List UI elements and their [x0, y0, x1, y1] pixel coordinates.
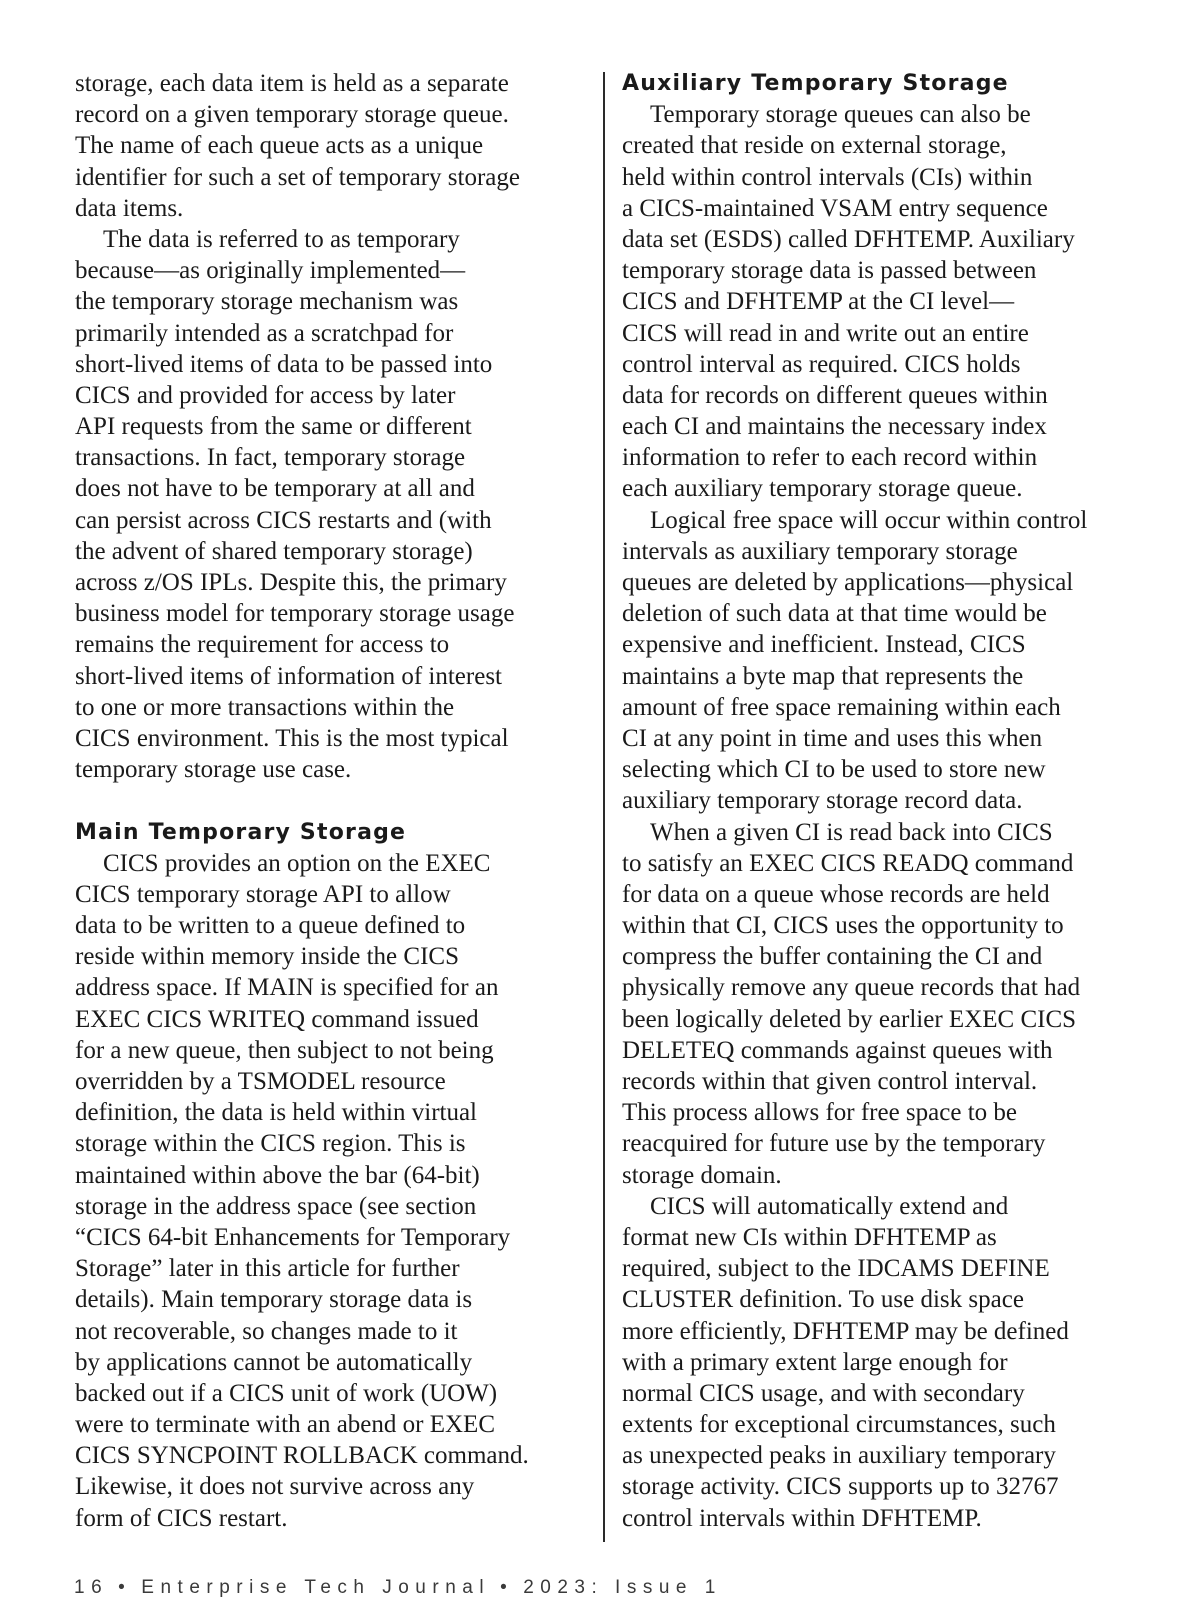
text-line: format new CIs within DFHTEMP as [622, 1223, 997, 1251]
text-line: remains the requirement for access to [75, 631, 450, 659]
text-line: storage in the address space (see section [75, 1192, 477, 1220]
text-line: CICS provides an option on the EXEC [103, 849, 491, 877]
text-line: CLUSTER definition. To use disk space [622, 1286, 1024, 1314]
left-paragraph-1 [75, 68, 581, 224]
left-paragraph-2 [75, 224, 581, 785]
text-line: CICS and provided for access by later [75, 381, 456, 409]
text-line: to one or more transactions within the [75, 693, 455, 721]
text-line: for a new queue, then subject to not being [75, 1036, 494, 1064]
text-line: normal CICS usage, and with secondary [622, 1379, 1025, 1407]
text-line: to satisfy an EXEC CICS READQ command [622, 849, 1074, 877]
text-line: short-lived items of data to be passed into [75, 350, 493, 378]
text-line: does not have to be temporary at all and [75, 475, 475, 503]
column-divider [603, 72, 605, 1542]
text-line: definition, the data is held within virtual [75, 1099, 478, 1127]
text-line: When a given CI is read back into CICS [650, 818, 1053, 846]
text-line: each auxiliary temporary storage queue. [622, 475, 1023, 503]
text-line: CICS temporary storage API to allow [75, 880, 451, 908]
text-line: storage activity. CICS supports up to 32767 [622, 1473, 1059, 1501]
text-line: maintains a byte map that represents the [622, 662, 1024, 690]
footer-bullet: • [500, 1577, 514, 1598]
right-column [622, 68, 1128, 1534]
text-line: control interval as required. CICS holds [622, 350, 1021, 378]
text-line: more efficiently, DFHTEMP may be defined [622, 1317, 1069, 1345]
text-line: auxiliary temporary storage record data. [622, 787, 1023, 815]
text-line: the temporary storage mechanism was [75, 288, 459, 316]
text-line: CICS will read in and write out an entire [622, 319, 1029, 347]
text-line: selecting which CI to be used to store new [622, 756, 1046, 784]
text-line: This process allows for free space to be [622, 1099, 1017, 1127]
text-line: storage within the CICS region. This is [75, 1130, 466, 1158]
text-line: The data is referred to as temporary [103, 225, 460, 253]
text-line: intervals as auxiliary temporary storage [622, 537, 1018, 565]
text-line: “CICS 64-bit Enhancements for Temporary [75, 1223, 511, 1251]
text-line: required, subject to the IDCAMS DEFINE [622, 1255, 1050, 1283]
text-line: Temporary storage queues can also be [650, 101, 1031, 129]
right-paragraph-1 [622, 99, 1128, 504]
text-line: data items. [75, 194, 184, 222]
text-line: can persist across CICS restarts and (with [75, 506, 492, 534]
text-line: Storage” later in this article for further [75, 1255, 460, 1283]
text-line: were to terminate with an abend or EXEC [75, 1411, 495, 1439]
issue-label: 2023: Issue 1 [523, 1577, 722, 1598]
text-line: records within that given control interval. [622, 1068, 1038, 1095]
page-number: 16 [74, 1577, 109, 1598]
text-line: control intervals within DFHTEMP. [622, 1504, 982, 1532]
text-line: API requests from the same or different [75, 413, 472, 441]
auxiliary-temporary-storage-heading: Auxiliary Temporary Storage [622, 71, 1009, 96]
text-line: Likewise, it does not survive across any [75, 1473, 475, 1501]
text-line: EXEC CICS WRITEQ command issued [75, 1005, 479, 1033]
right-paragraph-4 [622, 1191, 1128, 1534]
text-line: maintained within above the bar (64-bit) [75, 1161, 480, 1189]
text-line: DELETEQ commands against queues with [622, 1036, 1053, 1064]
text-line: with a primary extent large enough for [622, 1348, 1008, 1376]
text-line: form of CICS restart. [75, 1504, 288, 1532]
text-line: held within control intervals (CIs) within [622, 163, 1033, 191]
text-line: backed out if a CICS unit of work (UOW) [75, 1379, 498, 1407]
text-line: deletion of such data at that time would be [622, 600, 1047, 628]
text-line: address space. If MAIN is specified for an [75, 974, 499, 1002]
text-line: amount of free space remaining within each [622, 693, 1061, 721]
text-line: the advent of shared temporary storage) [75, 537, 473, 565]
text-line: across z/OS IPLs. Despite this, the primary [75, 569, 507, 596]
text-line: reacquired for future use by the temporary [622, 1130, 1046, 1158]
page-footer [74, 1577, 722, 1599]
text-line: temporary storage data is passed between [622, 257, 1037, 285]
right-paragraph-3 [622, 817, 1128, 1191]
main-temporary-storage-heading: Main Temporary Storage [75, 819, 407, 845]
text-line: reside within memory inside the CICS [75, 943, 459, 971]
text-line: CICS SYNCPOINT ROLLBACK command. [75, 1442, 529, 1470]
text-line: a CICS-maintained VSAM entry sequence [622, 194, 1048, 222]
text-line: transactions. In fact, temporary storage [75, 444, 466, 472]
text-line: within that CI, CICS uses the opportunity to [622, 912, 1064, 940]
text-line: The name of each queue acts as a unique [75, 132, 484, 160]
text-line: for data on a queue whose records are held [622, 880, 1050, 908]
text-line: overridden by a TSMODEL resource [75, 1068, 446, 1095]
text-line: been logically deleted by earlier EXEC CICS [622, 1005, 1077, 1033]
text-line: CICS will automatically extend and [650, 1192, 1009, 1220]
footer-bullet: • [118, 1577, 132, 1598]
text-line: as unexpected peaks in auxiliary temporary [622, 1442, 1056, 1470]
text-line: CICS and DFHTEMP at the CI level— [622, 288, 1015, 316]
text-line: created that reside on external storage, [622, 132, 1007, 160]
text-line: information to refer to each record within [622, 444, 1038, 472]
text-line: data set (ESDS) called DFHTEMP. Auxiliary [622, 225, 1075, 253]
paragraph-gap [75, 785, 581, 816]
text-line: Logical free space will occur within control [650, 506, 1088, 534]
text-line: not recoverable, so changes made to it [75, 1317, 458, 1345]
text-line: compress the buffer containing the CI and [622, 943, 1043, 971]
text-line: by applications cannot be automatically [75, 1348, 473, 1376]
text-line: queues are deleted by applications—physical [622, 569, 1074, 596]
text-line: extents for exceptional circumstances, such [622, 1411, 1056, 1439]
text-line: record on a given temporary storage queue. [75, 101, 509, 129]
text-line: expensive and inefficient. Instead, CICS [622, 631, 1026, 659]
text-line: details). Main temporary storage data is [75, 1286, 473, 1314]
text-line: data for records on different queues within [622, 381, 1048, 409]
text-line: short-lived items of information of interest [75, 662, 502, 690]
text-line: primarily intended as a scratchpad for [75, 319, 454, 347]
text-line: storage domain. [622, 1161, 782, 1189]
left-paragraph-3 [75, 848, 581, 1534]
text-line: identifier for such a set of temporary storage [75, 163, 520, 191]
publication-name: Enterprise Tech Journal [141, 1577, 491, 1598]
text-line: CICS environment. This is the most typical [75, 724, 509, 752]
text-line: data to be written to a queue defined to [75, 912, 466, 940]
left-column [75, 68, 581, 1534]
text-line: temporary storage use case. [75, 756, 352, 784]
right-paragraph-2 [622, 505, 1128, 817]
text-line: each CI and maintains the necessary index [622, 413, 1047, 441]
text-line: CI at any point in time and uses this when [622, 724, 1043, 752]
text-line: physically remove any queue records that had [622, 974, 1081, 1002]
text-line: because—as originally implemented— [75, 257, 466, 285]
text-line: storage, each data item is held as a separate [75, 70, 509, 97]
text-line: business model for temporary storage usage [75, 600, 515, 628]
